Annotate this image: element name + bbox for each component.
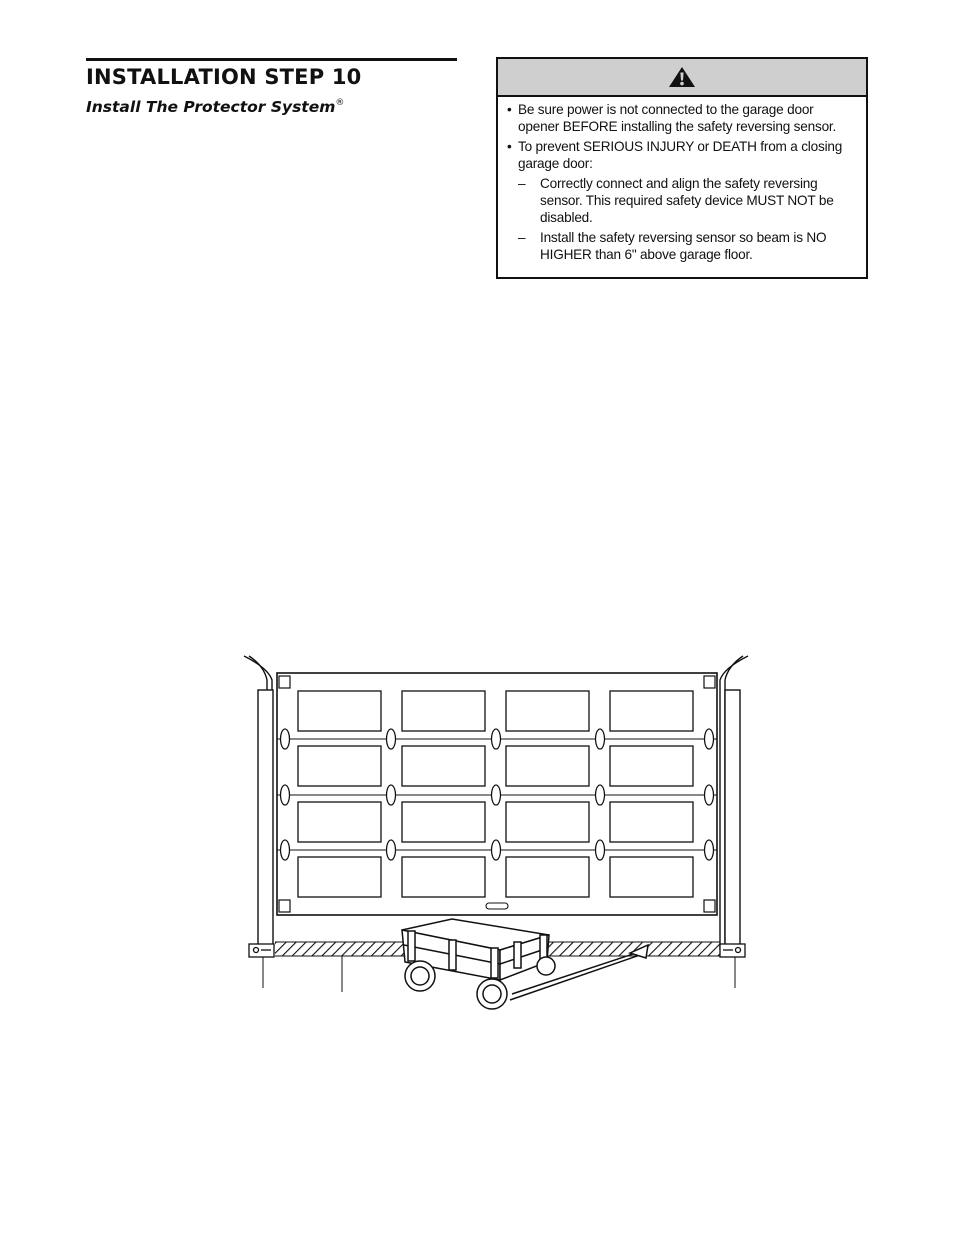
warning-box [496, 57, 868, 279]
warning-subitem [518, 175, 856, 226]
wagon [402, 919, 648, 1009]
safety-sensor-right [720, 944, 745, 957]
warning-bullet-text: Be sure power is not connected to the garage door opener BEFORE installing the safety reversing sensor. [518, 102, 837, 134]
warning-bullet [507, 101, 856, 135]
warning-subitem-text: Install the safety reversing sensor so beam is NO HIGHER than 6" above garage floor. [540, 230, 827, 262]
door-handle [486, 903, 508, 909]
warning-body [498, 97, 866, 263]
warning-bullet [507, 138, 856, 172]
dash-mark: – [518, 230, 526, 245]
left-door-jamb [258, 690, 273, 948]
step-title: INSTALLATION STEP 10 [86, 65, 362, 89]
safety-sensor-left [249, 944, 274, 957]
warning-triangle-icon [668, 66, 696, 88]
registered-mark: ® [335, 98, 345, 108]
heading-rule [86, 58, 457, 61]
dash-mark: – [518, 176, 526, 191]
bullet-mark: • [507, 139, 512, 154]
garage-door-illustration [240, 650, 760, 1020]
warning-subitem [518, 229, 856, 263]
right-door-jamb [725, 690, 740, 948]
step-subtitle-text: Install The Protector System [86, 98, 336, 116]
warning-bullet-text: To prevent SERIOUS INJURY or DEATH from a closing garage door: [518, 139, 843, 171]
step-subtitle [86, 93, 344, 117]
warning-header [498, 59, 866, 97]
bullet-mark: • [507, 102, 512, 117]
warning-subitem-text: Correctly connect and align the safety reversing sensor. This required safety device MUST NOT be disabled. [540, 176, 834, 225]
